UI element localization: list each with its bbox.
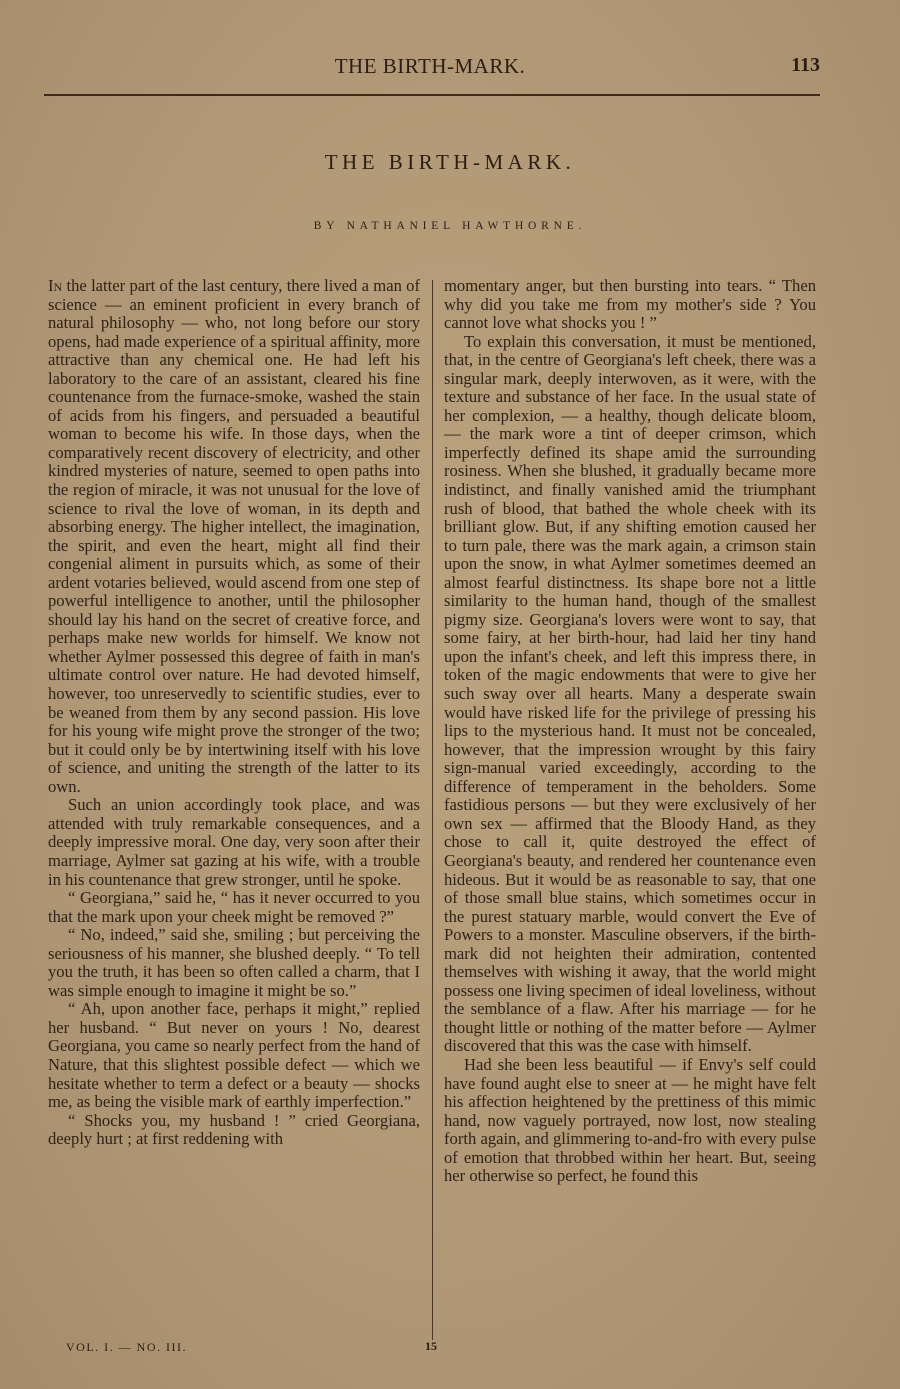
right-column [444, 277, 816, 1186]
footer-signature: 15 [425, 1339, 437, 1353]
paragraph: Had she been less beautiful — if Envy's self could have found aught else to sneer at — he might have felt his affection heightened by the prettiness of this mimic hand, now vaguely portrayed, now lost, now stealing forth again, and glimmering to-and-fro with every pulse of emotion that throbbed within her heart. But, seeing her otherwise so perfect, he found this [444, 1054, 816, 1186]
header-rule [44, 94, 820, 96]
paragraph [48, 277, 420, 796]
paragraph: momentary anger, but then bursting into tears. “ Then why did you take me from my mother's side ? You cannot love what shocks you ! ” [444, 276, 816, 333]
page-number: 113 [791, 54, 820, 76]
paragraph: To explain this conversation, it must be mentioned, that, in the centre of Georgiana's left cheek, there was a singular mark, deeply interwoven, as it were, with the texture and substance of her face. In the usual state of her complexion, — a healthy, though delicate bloom, — the mark wore a tint of deeper crimson, which imperfectly defined its shape amid the surrounding rosiness. When she blushed, it gradually became more indistinct, and finally vanished amid the triumphant rush of blood, that bathed the whole cheek with its brilliant glow. But, if any shifting emotion caused her to turn pale, there was the mark again, a crimson stain upon the snow, in what Aylmer sometimes deemed an almost fearful distinctness. Its shape bore not a little similarity to the human hand, though of the smallest pigmy size. Georgiana's lovers were wont to say, that some fairy, at her birth-hour, had laid her tiny hand upon the infant's cheek, and left this impress there, in token of the magic endowments that were to give her such sway over all hearts. Many a desperate swain would have risked life for the privilege of pressing his lips to the mysterious hand. It must not be concealed, however, that the impression wrought by this fairy sign-manual varied exceedingly, according to the difference of temperament in the beholders. Some fastidious persons — but they were exclusively of her own sex — affirmed that the Bloody Hand, as they chose to call it, quite destroyed the effect of Georgiana's beauty, and rendered her countenance even hideous. But it would be as reasonable to say, that one of those small blue stains, which sometimes occur in the purest statuary marble, would convert the Eve of Powers to a monster. Masculine observers, if the birth-mark did not heighten their admiration, contented themselves with wishing it away, that the world might possess one living specimen of ideal loveliness, without the semblance of a flaw. After his marriage — for he thought little or nothing of the matter before — Aylmer discovered that this was the case with himself. [444, 331, 816, 1056]
paragraph: “ Shocks you, my husband ! ” cried Georgiana, deeply hurt ; at first reddening with [48, 1110, 420, 1149]
paragraph: “ Georgiana,” said he, “ has it never occurred to you that the mark upon your cheek might be removed ?” [48, 888, 420, 926]
drop-cap: In [48, 276, 63, 295]
running-head [40, 54, 820, 84]
byline: BY NATHANIEL HAWTHORNE. [313, 220, 587, 232]
footer-volume: VOL. I. — NO. III. [66, 1340, 187, 1354]
paragraph: “ No, indeed,” said she, smiling ; but perceiving the seriousness of his manner, she blushed deeply. “ To tell you the truth, it has been so often called a charm, that I was simple enough to imagine it might be so.” [48, 925, 420, 1000]
column-divider [432, 280, 433, 1340]
paragraph: “ Ah, upon another face, perhaps it might,” replied her husband. “ But never on yours ! No, dearest Georgiana, you came so nearly perfect from the hand of Nature, that this slightest possible defect — which we hesitate whether to term a defect or a beauty — shocks me, as being the visible mark of earthly imperfection.” [48, 999, 420, 1112]
paragraph: Such an union accordingly took place, and was attended with truly remarkable consequences, and a deeply impressive moral. One day, very soon after their marriage, Aylmer sat gazing at his wife, with a trouble in his countenance that grew stronger, until he spoke. [48, 795, 420, 889]
left-column [48, 277, 420, 1149]
story-title: THE BIRTH-MARK. [324, 150, 576, 174]
paragraph-text: the latter part of the last century, there lived a man of science — an eminent proficient in every branch of natural philosophy — who, not long before our story opens, had made experience of a spiritual affinity, more attractive than any chemical one. He had left his laboratory to the care of an assistant, cleared his fine countenance from the furnace-smoke, washed the stain of acids from his fingers, and persuaded a beautiful woman to become his wife. In those days, when the comparatively recent discovery of electricity, and other kindred mysteries of nature, seemed to open paths into the region of miracle, it was not unusual for the love of science to rival the love of woman, in its depth and absorbing energy. The higher intellect, the imagination, the spirit, and even the heart, might all find their congenial aliment in pursuits which, as some of their ardent votaries believed, would ascend from one step of powerful intelligence to another, until the philosopher should lay his hand on the secret of creative force, and perhaps make new worlds for himself. We know not whether Aylmer possessed this degree of faith in man's ultimate control over nature. He had devoted himself, however, too unreservedly to scientific studies, ever to be weaned from them by any second passion. His love for his young wife might prove the stronger of the two; but it could only be by intertwining itself with his love of science, and uniting the strength of the latter to its own. [48, 276, 420, 796]
running-title: THE BIRTH-MARK. [334, 54, 526, 78]
